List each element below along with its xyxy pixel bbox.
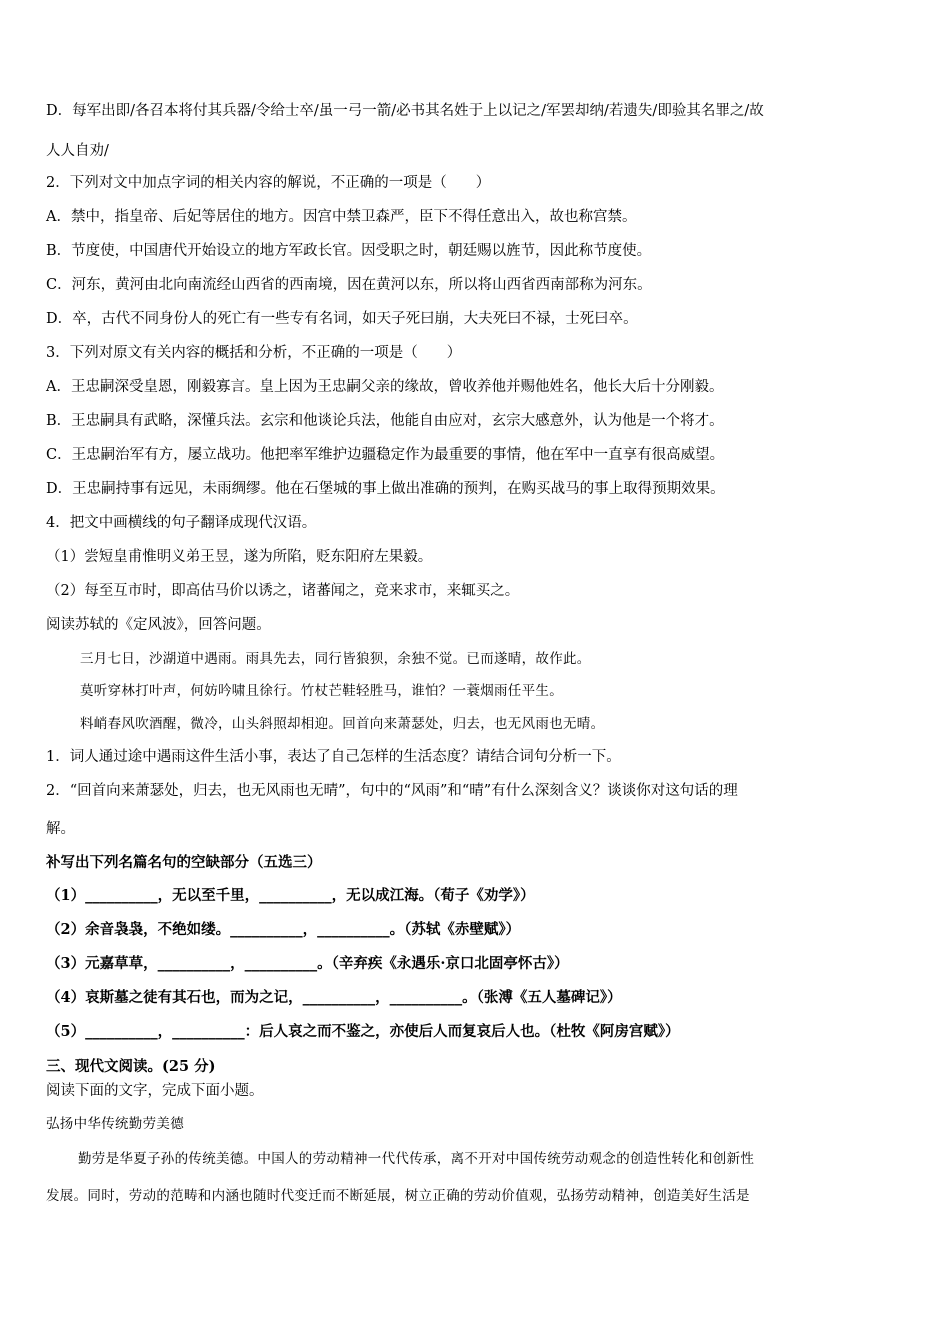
- fill-item-5: （5）__________，__________：后人哀之而不鉴之，亦使后人而复哀后人也。（杜牧《阿房宫赋》）: [46, 1023, 680, 1040]
- q3-stem: 3．下列对原文有关内容的概括和分析，不正确的一项是（ ）: [46, 345, 462, 361]
- q2-option-b: B．节度使，中国唐代开始设立的地方军政长官。因受职之时，朝廷赐以旌节，因此称节度使。: [46, 243, 652, 259]
- q3-option-a: A．王忠嗣深受皇恩，刚毅寡言。皇上因为王忠嗣父亲的缘故，曾收养他并赐他姓名，他长大后十分刚毅。: [46, 379, 724, 395]
- q4-stem: 4．把文中画横线的句子翻译成现代汉语。: [46, 515, 317, 531]
- q2-stem: 2．下列对文中加点字词的相关内容的解说，不正确的一项是（ ）: [46, 175, 491, 191]
- q1-option-d-line2: 人人自劝/: [46, 143, 109, 159]
- article-paragraph-line1: 勤劳是华夏子孙的传统美德。中国人的劳动精神一代代传承，离不开对中国传统劳动观念的创造性转化和创新性: [78, 1151, 755, 1167]
- fill-item-2: （2）余音袅袅，不绝如缕。__________，__________。（苏轼《赤壁赋》）: [46, 921, 521, 938]
- q3-option-c: C．王忠嗣治军有方，屡立战功。他把率军维护边疆稳定作为最重要的事情，他在军中一直享有很高威望。: [46, 447, 725, 463]
- modern-reading-heading: 三、现代文阅读。(25 分): [46, 1058, 216, 1075]
- article-title: 弘扬中华传统勤劳美德: [46, 1116, 184, 1132]
- modern-reading-instruction: 阅读下面的文字，完成下面小题。: [46, 1083, 264, 1099]
- q4-item-2: （2）每至互市时，即高估马价以诱之，诸蕃闻之，竞来求市，来辄买之。: [46, 583, 520, 599]
- poem-line-1: 莫听穿林打叶声，何妨吟啸且徐行。竹杖芒鞋轻胜马，谁怕？一蓑烟雨任平生。: [80, 683, 563, 699]
- poem-line-2: 料峭春风吹酒醒，微冷，山头斜照却相迎。回首向来萧瑟处，归去，也无风雨也无晴。: [80, 716, 605, 732]
- q1-option-d-line1: D．每军出即/各召本将付其兵器/令给士卒/虽一弓一箭/必书其名姓于上以记之/军罢却纳/若遗失/即验其名罪之/故: [46, 103, 764, 119]
- fill-item-4: （4）哀斯墓之徒有其石也，而为之记，__________，__________。（张溥《五人墓碑记》）: [46, 989, 622, 1006]
- poem-preface: 三月七日，沙湖道中遇雨。雨具先去，同行皆狼狈，余独不觉。已而遂晴，故作此。: [80, 651, 591, 667]
- q4-item-1: （1）尝短皇甫惟明义弟王昱，遂为所陷，贬东阳府左果毅。: [46, 549, 433, 565]
- q3-option-d: D．王忠嗣持事有远见，未雨绸缪。他在石堡城的事上做出准确的预判，在购买战马的事上取得预期效果。: [46, 481, 725, 497]
- poem-intro: 阅读苏轼的《定风波》，回答问题。: [46, 617, 271, 633]
- poem-question-1: 1．词人通过途中遇雨这件生活小事，表达了自己怎样的生活态度？请结合词句分析一下。: [46, 749, 621, 765]
- poem-question-2-line1: 2．“回首向来萧瑟处，归去，也无风雨也无晴”，句中的“风雨”和“晴”有什么深刻含义？谈谈你对这句话的理: [46, 783, 738, 799]
- q2-option-d: D．卒，古代不同身份人的死亡有一些专有名词，如天子死曰崩，大夫死曰不禄，士死曰卒。: [46, 311, 638, 327]
- q2-option-c: C．河东，黄河由北向南流经山西省的西南境，因在黄河以东，所以将山西省西南部称为河东。: [46, 277, 652, 293]
- fill-item-3: （3）元嘉草草，__________，__________。（辛弃疾《永遇乐·京口北固亭怀古》）: [46, 955, 569, 972]
- poem-question-2-line2: 解。: [46, 821, 75, 837]
- fill-item-1: （1）__________，无以至千里，__________，无以成江海。（荀子《劝学》）: [46, 887, 535, 904]
- q3-option-b: B．王忠嗣具有武略，深懂兵法。玄宗和他谈论兵法，他能自由应对，玄宗大感意外，认为他是一个将才。: [46, 413, 724, 429]
- fill-section-title: 补写出下列名篇名句的空缺部分（五选三）: [46, 854, 322, 871]
- q2-option-a: A．禁中，指皇帝、后妃等居住的地方。因宫中禁卫森严，臣下不得任意出入，故也称宫禁。: [46, 209, 637, 225]
- article-paragraph-line2: 发展。同时，劳动的范畴和内涵也随时代变迁而不断延展，树立正确的劳动价值观，弘扬劳动精神，创造美好生活是: [46, 1188, 750, 1204]
